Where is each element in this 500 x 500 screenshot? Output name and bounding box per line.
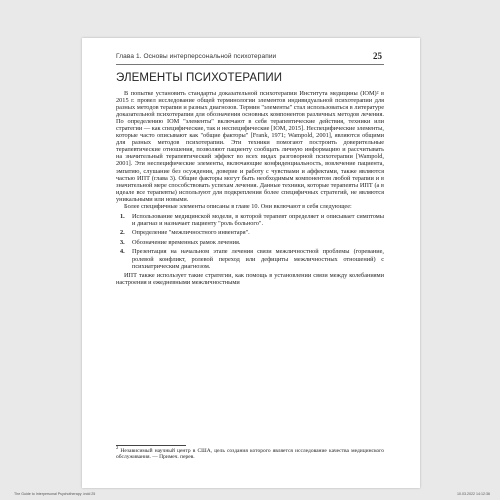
element-list bbox=[116, 213, 384, 270]
list-text: Обозначение временных рамок лечения. bbox=[132, 238, 241, 246]
document-page bbox=[82, 38, 420, 488]
paragraph-3: ИПТ также использует такие стратегии, как помощь в установлении связи между колебаниями настроения и ежедневными межличностными bbox=[116, 272, 384, 287]
page-number: 25 bbox=[373, 51, 382, 61]
slug-filename: The Guide to Interpersonal Psychotherapy .indd 25 bbox=[14, 492, 96, 496]
paragraph-1: В попытке установить стандарты доказательной психотерапии Института медицины (IOM)² в 2015 г. провел исследование общей терминологии элементов индивидуальной психотерапии для разных методов терапии и разных диагнозов. Термин "элементы" стал использоваться в литературе доказательной психотерапии для обозначения основных компонентов различных методов лечения. По определению IOM "элементы" включают в себя терапевтические действия, техники или стратегии — как специфические, так и неспецифические [IOM, 2015]. Неспецифические элементы, которые часто описывают как "общие факторы" [Frank, 1971; Wampold, 2001], являются общими для разных методов психотерапии. Эти техники помогают построить доверительные терапевтические отношения, позволяют пациенту сообщать личную информацию и рассчитывать на значительный терапевтический эффект во всех видах разговорной психотерапии [Wampold, 2001]. Эти неспецифические элементы, включающие конфиденциальность, вовлечение пациента, эмпатию, слушание без осуждения, доверие и работу с чувствами и аффектами, также являются частью ИПТ (глава 3). Общие факторы могут быть необходимым компонентом любой терапии и в значительной мере способствовать успехам лечения. Данные техники, которые терапевты ИПТ (а в идеале все терапевты) используют для подкрепления более специфичных стратегий, не являются уникальными или новыми. bbox=[116, 90, 384, 203]
header-rule bbox=[116, 64, 384, 65]
list-item bbox=[116, 239, 384, 246]
body-text bbox=[116, 90, 384, 286]
list-number: 1. bbox=[120, 212, 125, 220]
running-header: Глава 1. Основы интерперсональной психотерапии bbox=[116, 53, 277, 60]
footnote bbox=[116, 445, 384, 461]
list-text: Использование медицинской модели, в которой терапевт определяет и описывает симптомы и диагназ и назначает пациенту "роль больного". bbox=[132, 212, 384, 227]
section-heading: ЭЛЕМЕНТЫ ПСИХОТЕРАПИИ bbox=[116, 72, 283, 84]
list-number: 3. bbox=[120, 238, 125, 246]
slug-timestamp: 10.03.2022 14:12:36 bbox=[457, 492, 490, 496]
list-item bbox=[116, 213, 384, 227]
list-text: Презентация на начальном этапе лечения связи межличностной проблемы (горевание, ролевой конфликт, ролевой переход или дефициты межличностных отношений) с психиатрическим диагнозом. bbox=[132, 248, 384, 270]
footnote-text: Независимый научный центр в США, цель создания которого является исследование качества медицинского обслуживания. — Примеч. перев. bbox=[116, 448, 384, 461]
list-text: Определение "межличностного инвентаря". bbox=[132, 229, 250, 237]
list-number: 2. bbox=[120, 229, 125, 237]
list-number: 4. bbox=[120, 248, 125, 256]
paragraph-2: Более специфичные элементы описаны в главе 10. Они включают в себя следующее: bbox=[124, 202, 352, 210]
list-item bbox=[116, 248, 384, 269]
footnote-rule bbox=[116, 445, 186, 446]
footnote-marker: 2 bbox=[116, 445, 119, 451]
list-item bbox=[116, 229, 384, 236]
